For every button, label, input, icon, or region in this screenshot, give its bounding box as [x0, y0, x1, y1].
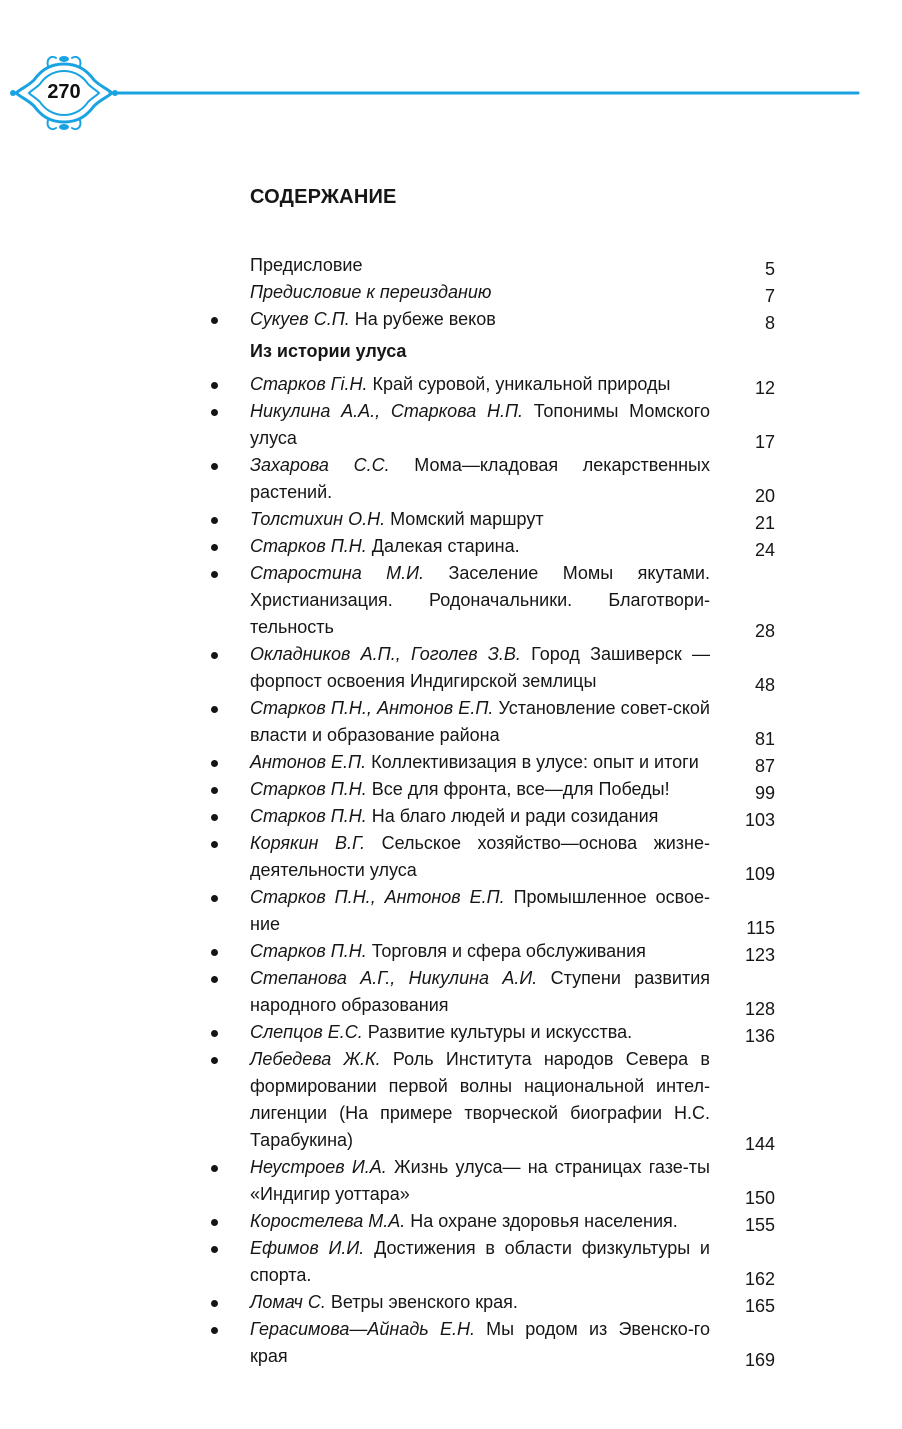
toc-entry: [0, 1019, 902, 1046]
toc-entry-text: [250, 749, 710, 776]
toc-entry-text: [250, 1046, 710, 1154]
bullet-icon: [211, 1057, 218, 1064]
toc-entry-author: Старостина М.И.: [250, 563, 425, 583]
toc-entry-author: Неустроев И.А.: [250, 1157, 387, 1177]
toc-entry-title: Установление совет-ской власти и образование района: [250, 698, 710, 745]
bullet-icon: [211, 841, 218, 848]
bullet-icon: [211, 760, 218, 767]
toc-entry-page: 165: [744, 1296, 775, 1316]
toc-entry: [0, 1208, 902, 1235]
toc-entry-title: Мома—кладовая лекарственных растений.: [250, 455, 710, 502]
toc-entry-title: Развитие культуры и искусства.: [367, 1022, 633, 1042]
toc-entry: [0, 884, 902, 938]
toc-entry-page: 115: [746, 918, 775, 938]
page-number: 270: [47, 81, 81, 103]
toc-entry-author: Окладников А.П., Гоголев З.В.: [250, 644, 521, 664]
toc-entry-author: Герасимова—Айнадь Е.Н.: [250, 1319, 475, 1339]
bullet-icon: [211, 895, 218, 902]
page-header: [0, 0, 902, 140]
bullet-icon: [211, 949, 218, 956]
toc-entry-title: Промышленное освое-ние: [250, 887, 711, 934]
toc-entry-author: Старков П.Н., Антонов Е.П.: [250, 887, 505, 907]
toc-entry-author: Ефимов И.И.: [250, 1238, 365, 1258]
toc-entry: [0, 938, 902, 965]
toc-entry-author: Старков Гi.Н.: [250, 374, 368, 394]
toc-entry-page: 155: [744, 1215, 775, 1235]
toc-entry-author: Коростелева М.А.: [250, 1211, 406, 1231]
bullet-icon: [211, 652, 218, 659]
toc-entry-page: 21: [754, 513, 775, 533]
toc-entry-title: На охране здоровья населения.: [410, 1211, 678, 1231]
toc-entry-author: Старков П.Н.: [250, 536, 367, 556]
toc-entry: [0, 506, 902, 533]
toc-entry-title: Ступени развития народного образования: [250, 968, 710, 1015]
toc-entry-author: Никулина А.А., Старкова Н.П.: [250, 401, 523, 421]
toc-entry: [0, 533, 902, 560]
toc-entry-author: Ломач С.: [250, 1292, 326, 1312]
toc-entry-title: Момский маршрут: [390, 509, 544, 529]
toc-entry-page: 144: [744, 1134, 775, 1154]
bullet-icon: [211, 706, 218, 713]
bullet-icon: [211, 787, 218, 794]
toc-entry-page: 136: [744, 1026, 775, 1046]
toc-entry-text: [250, 776, 710, 803]
toc-entry-text: [250, 252, 710, 279]
toc-entry-text: [250, 1208, 710, 1235]
bullet-icon: [211, 1219, 218, 1226]
toc-entry-page: 48: [754, 675, 775, 695]
toc-entry-page: 81: [754, 729, 775, 749]
bullet-icon: [211, 1327, 218, 1334]
toc-entry-page: 169: [744, 1350, 775, 1370]
toc-entry-page: 5: [764, 259, 775, 279]
toc-entry: [0, 1289, 902, 1316]
toc-entry-page: 87: [754, 756, 775, 776]
toc-entry-author: Лебедева Ж.К.: [250, 1049, 381, 1069]
table-of-contents: [0, 252, 902, 1370]
toc-entry: [0, 749, 902, 776]
toc-entry-text: [250, 965, 710, 1019]
toc-entry-title: На благо людей и ради созидания: [371, 806, 659, 826]
toc-entry-title: Торговля и сфера обслуживания: [371, 941, 646, 961]
toc-entry-page: 28: [754, 621, 775, 641]
toc-entry-page: 150: [744, 1188, 775, 1208]
toc-entry-text: [250, 279, 710, 306]
toc-entry-author: Толстихин О.Н.: [250, 509, 386, 529]
bullet-icon: [211, 382, 218, 389]
toc-entry-page: 7: [764, 286, 775, 306]
toc-entry-author: Корякин В.Г.: [250, 833, 366, 853]
toc-entry-title: Ветры эвенского края.: [330, 1292, 518, 1312]
bullet-icon: [211, 1300, 218, 1307]
toc-entry-author: Старков П.Н.: [250, 779, 367, 799]
toc-entry: [0, 803, 902, 830]
toc-entry: [0, 641, 902, 695]
toc-entry: [0, 306, 902, 333]
toc-entry-text: [250, 1235, 710, 1289]
toc-entry-page: 123: [744, 945, 775, 965]
toc-entry-page: 103: [744, 810, 775, 830]
bullet-icon: [211, 571, 218, 578]
toc-entry: [0, 695, 902, 749]
toc-entry-title: Жизнь улуса— на страницах газе-ты «Индигир уоттара»: [250, 1157, 710, 1204]
toc-entry-page: 99: [754, 783, 775, 803]
ornament-frame-icon: [0, 0, 902, 140]
toc-entry-title: Край суровой, уникальной природы: [372, 374, 671, 394]
toc-entry-page: 8: [764, 313, 775, 333]
section-heading: Из истории улуса: [250, 341, 407, 361]
bullet-icon: [211, 1246, 218, 1253]
toc-entry-title: Мы родом из Эвенско-го края: [250, 1319, 710, 1366]
toc-entry-text: [250, 830, 710, 884]
toc-entry-title: Все для фронта, все—для Победы!: [371, 779, 670, 799]
toc-entry-author: Захарова С.С.: [250, 455, 390, 475]
bullet-icon: [211, 517, 218, 524]
bullet-icon: [211, 1165, 218, 1172]
toc-entry-title: Роль Института народов Севера в формировании первой волны национальной интел-лигенции (На примере творческой биографии Н.С. Тарабукина): [250, 1049, 710, 1150]
toc-entry: [0, 560, 902, 641]
toc-entry-title: Заселение Момы якутами. Христианизация. Родоначальники. Благотвори-тельность: [250, 563, 710, 637]
toc-entry-page: 20: [754, 486, 775, 506]
toc-entry-text: [250, 1289, 710, 1316]
toc-entry-author: Старков П.Н.: [250, 806, 367, 826]
toc-entry-author: Старков П.Н., Антонов Е.П.: [250, 698, 494, 718]
toc-entry-text: [250, 641, 710, 695]
toc-entry-text: [250, 506, 710, 533]
toc-entry-title: Сельское хозяйство—основа жизне-деятельности улуса: [250, 833, 710, 880]
toc-entry: [0, 1154, 902, 1208]
toc-entry-author: Степанова А.Г., Никулина А.И.: [250, 968, 538, 988]
toc-entry-title: Топонимы Момского улуса: [250, 401, 710, 448]
toc-entry-title: Достижения в области физкультуры и спорта.: [250, 1238, 710, 1285]
toc-entry-author: Антонов Е.П.: [250, 752, 367, 772]
toc-entry-text: [250, 1019, 710, 1046]
toc-entry-title: Далекая старина.: [371, 536, 520, 556]
toc-entry: [0, 279, 902, 306]
toc-entry: [0, 452, 902, 506]
toc-entry: [0, 1235, 902, 1289]
toc-entry-title: Коллективизация в улусе: опыт и итоги: [371, 752, 699, 772]
toc-entry-page: 162: [744, 1269, 775, 1289]
toc-entry: [0, 965, 902, 1019]
bullet-icon: [211, 1030, 218, 1037]
toc-entry-title: Предисловие к переизданию: [250, 282, 492, 302]
toc-entry-author: Сукуев С.П.: [250, 309, 350, 329]
toc-entry: [0, 252, 902, 279]
toc-entry-page: 12: [754, 378, 775, 398]
toc-entry-text: [250, 1154, 710, 1208]
toc-entry-text: [250, 803, 710, 830]
toc-entry-title: Город Зашиверск — форпост освоения Индигирской землицы: [250, 644, 710, 691]
toc-entry-page: 24: [754, 540, 775, 560]
toc-entry-title: Предисловие: [250, 255, 363, 275]
toc-entry-text: [250, 371, 710, 398]
toc-entry-title: На рубеже веков: [354, 309, 496, 329]
toc-entry: [0, 398, 902, 452]
toc-entry-page: 17: [754, 432, 775, 452]
toc-entry-text: [250, 938, 710, 965]
toc-entry-author: Старков П.Н.: [250, 941, 367, 961]
toc-entry-text: [250, 533, 710, 560]
toc-title: СОДЕРЖАНИЕ: [250, 186, 397, 208]
bullet-icon: [211, 317, 218, 324]
toc-entry-text: [250, 884, 710, 938]
toc-entry-page: 128: [744, 999, 775, 1019]
bullet-icon: [211, 409, 218, 416]
toc-entry: [0, 1046, 902, 1154]
toc-entry: [0, 776, 902, 803]
bullet-icon: [211, 976, 218, 983]
toc-entry: [0, 830, 902, 884]
toc-entry-text: [250, 695, 710, 749]
bullet-icon: [211, 544, 218, 551]
toc-entry-text: [250, 306, 710, 333]
toc-entry-text: [250, 560, 710, 641]
toc-entry-text: [250, 398, 710, 452]
bullet-icon: [211, 463, 218, 470]
toc-entry-text: [250, 452, 710, 506]
toc-entry: [0, 371, 902, 398]
toc-entry-author: Слепцов Е.С.: [250, 1022, 363, 1042]
toc-entry-page: 109: [744, 864, 775, 884]
bullet-icon: [211, 814, 218, 821]
toc-entry-text: [250, 1316, 710, 1370]
toc-entry: [0, 1316, 902, 1370]
